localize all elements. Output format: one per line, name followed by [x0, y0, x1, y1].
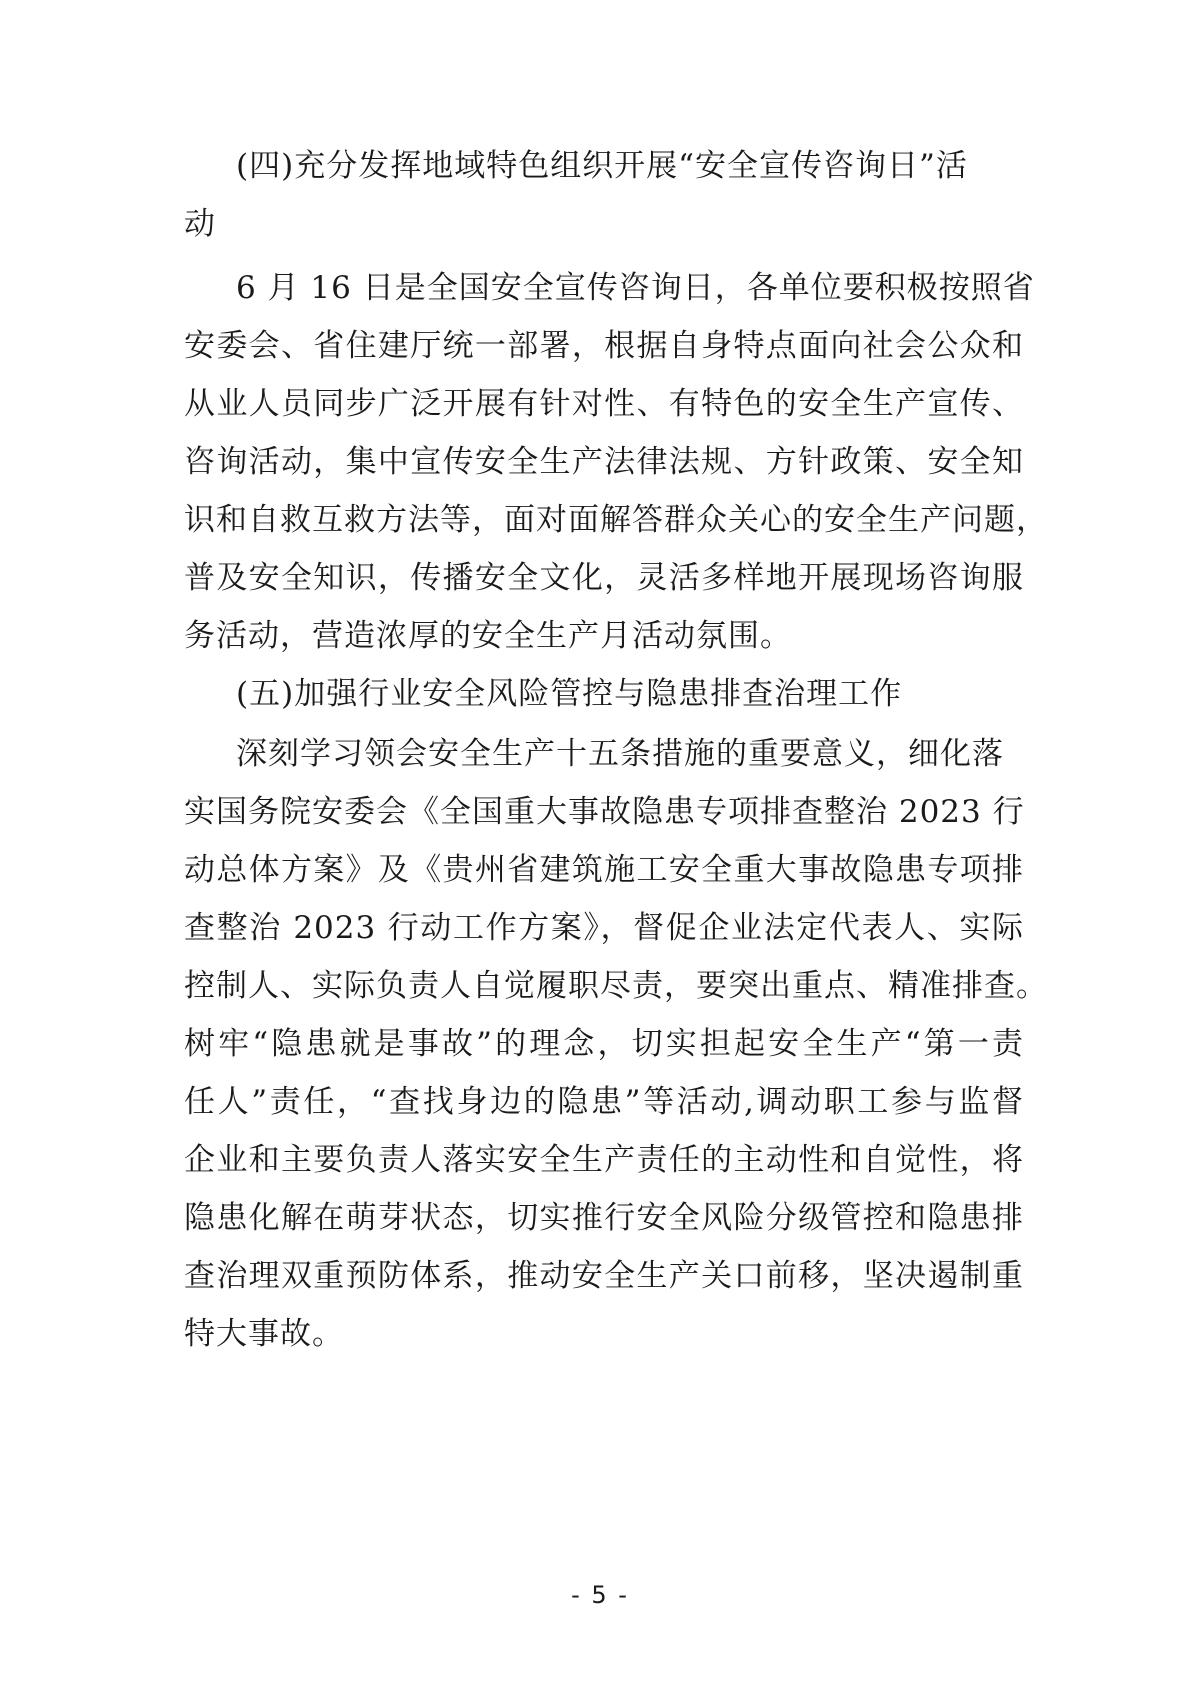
- section-5-paragraph-line-6: 树牢“隐患就是事故”的理念，切实担起安全生产“第一责: [184, 1026, 1024, 1062]
- section-5-paragraph-line-10: 查治理双重预防体系，推动安全生产关口前移，坚决遏制重: [184, 1258, 1024, 1294]
- section-5-paragraph-line-2: 实国务院安委会《全国重大事故隐患专项排查整治 2023 行: [184, 794, 1025, 830]
- section-5-paragraph-line-8: 企业和主要负责人落实安全生产责任的主动性和自觉性，将: [184, 1142, 1024, 1178]
- section-5-paragraph-line-5: 控制人、实际负责人自觉履职尽责，要突出重点、精准排查。: [184, 968, 1048, 1004]
- section-5-paragraph-line-1: 深刻学习领会安全生产十五条措施的重要意义，细化落: [236, 736, 1004, 772]
- page-number: - 5 -: [571, 1581, 629, 1609]
- section-4-paragraph-line-1: 6 月 16 日是全国安全宣传咨询日，各单位要积极按照省: [236, 270, 1035, 306]
- section-4-paragraph-line-4: 咨询活动，集中宣传安全生产法律法规、方针政策、安全知: [184, 444, 1024, 480]
- section-4-paragraph-line-2: 安委会、省住建厅统一部署，根据自身特点面向社会公众和: [184, 328, 1024, 364]
- section-4-paragraph-line-7: 务活动，营造浓厚的安全生产月活动氛围。: [184, 618, 792, 654]
- section-4-heading-line-1: (四)充分发挥地域特色组织开展“安全宣传咨询日”活: [236, 148, 968, 184]
- section-5-paragraph-line-9: 隐患化解在萌芽状态，切实推行安全风险分级管控和隐患排: [184, 1200, 1024, 1236]
- section-4-heading-line-2: 动: [184, 206, 216, 242]
- section-5-heading: (五)加强行业安全风险管控与隐患排查治理工作: [236, 676, 903, 712]
- section-4-paragraph-line-6: 普及安全知识，传播安全文化，灵活多样地开展现场咨询服: [184, 560, 1024, 596]
- section-5-paragraph-line-11: 特大事故。: [184, 1316, 344, 1352]
- section-5-paragraph-line-3: 动总体方案》及《贵州省建筑施工安全重大事故隐患专项排: [184, 852, 1024, 888]
- section-4-paragraph-line-5: 识和自救互救方法等，面对面解答群众关心的安全生产问题，: [184, 502, 1048, 538]
- section-5-paragraph-line-7: 任人”责任，“查找身边的隐患”等活动,调动职工参与监督: [184, 1084, 1024, 1120]
- section-5-paragraph-line-4: 查整治 2023 行动工作方案》，督促企业法定代表人、实际: [184, 910, 1024, 946]
- section-4-paragraph-line-3: 从业人员同步广泛开展有针对性、有特色的安全生产宣传、: [184, 386, 1024, 422]
